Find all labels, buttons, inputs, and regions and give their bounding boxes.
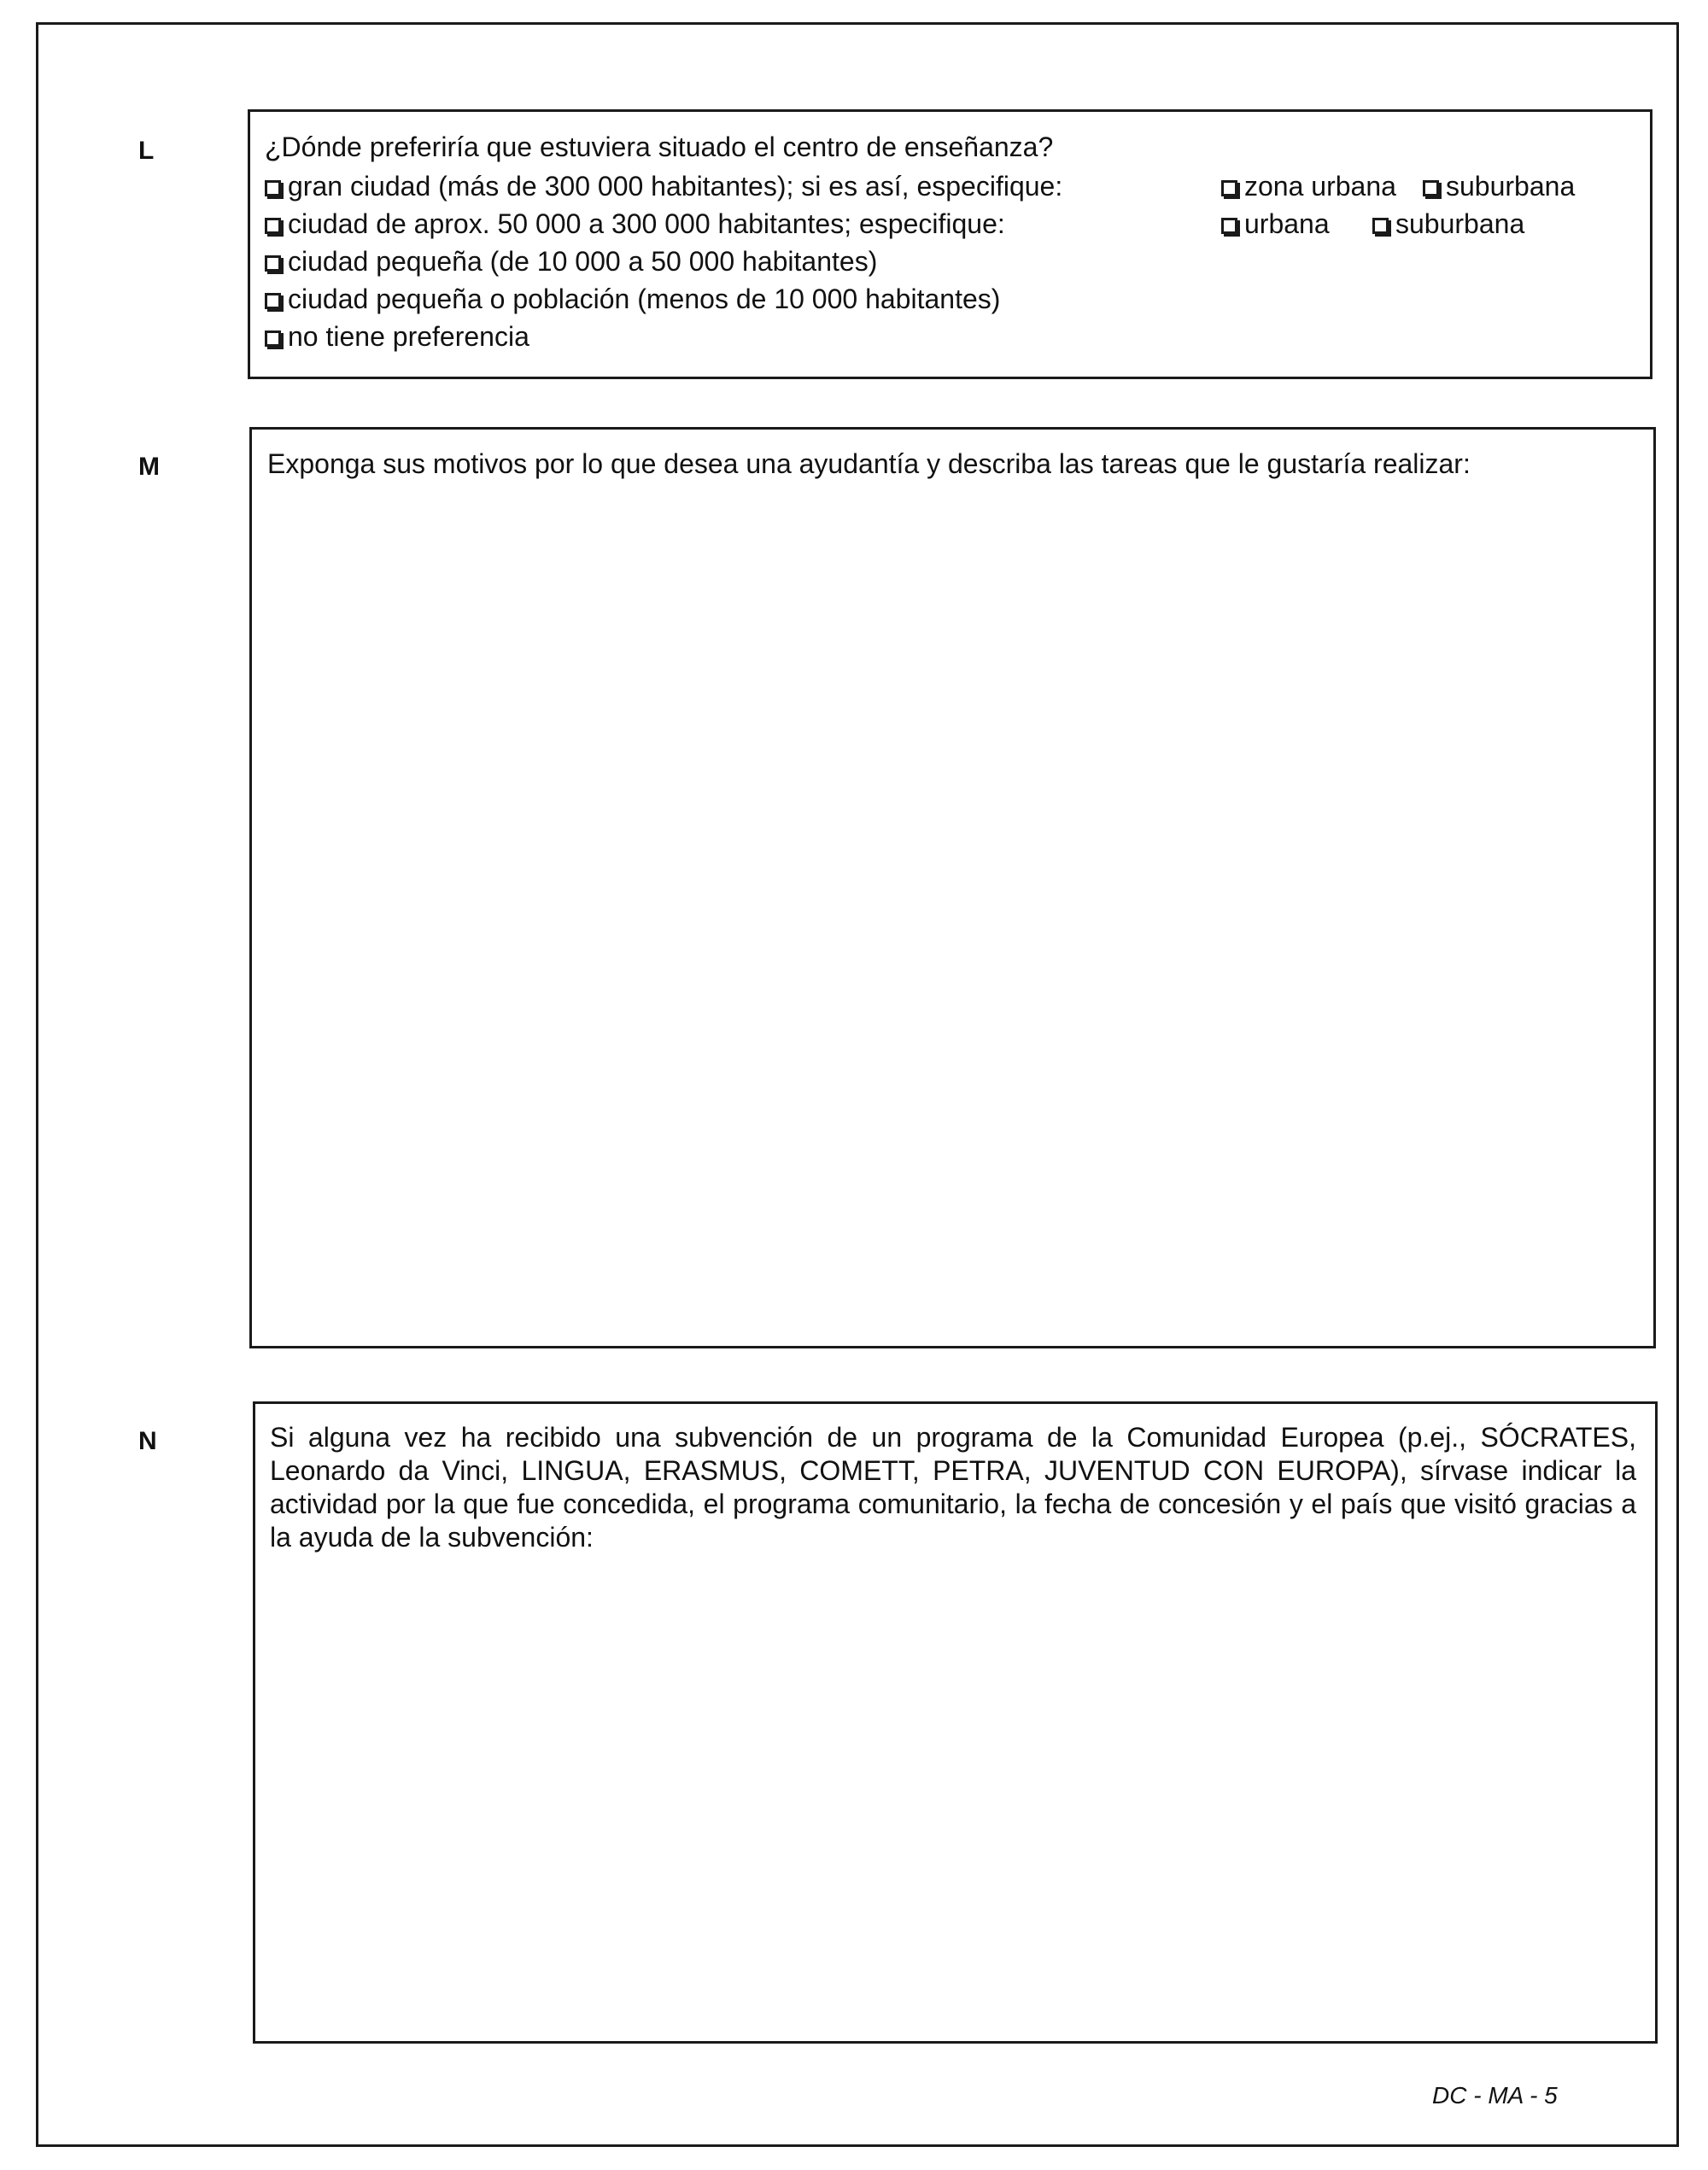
option-poblacion[interactable] <box>265 282 1000 316</box>
option-label: ciudad pequeña o población (menos de 10 000 habitantes) <box>288 284 1001 314</box>
checkbox-icon[interactable] <box>1221 180 1237 196</box>
option-ciudad-pequena[interactable] <box>265 244 877 278</box>
suboption-label: zona urbana <box>1244 171 1396 202</box>
form-code: DC - MA - 5 <box>1432 2082 1558 2109</box>
checkbox-icon[interactable] <box>265 255 281 272</box>
option-no-preferencia[interactable] <box>265 319 529 354</box>
section-letter-n: N <box>138 1427 157 1455</box>
option-ciudad-mediana[interactable] <box>265 207 1005 241</box>
section-letter-m: M <box>138 453 160 481</box>
section-n-prompt: Si alguna vez ha recibido una subvención de un programa de la Comunidad Europea (p.ej., SÓCRATES, Leonardo da Vinci, LINGUA, ERASMUS, COMETT, PETRA, JUVENTUD CON EUROPA), sírvase indicar la actividad por la que fue concedida, el programa comunitario, la fecha de concesión y el país que visitó gracias a la ayuda de la subvención: <box>270 1422 1636 1553</box>
option-label: ciudad de aprox. 50 000 a 300 000 habitantes; especifique: <box>288 208 1005 239</box>
checkbox-icon[interactable] <box>1372 218 1389 234</box>
suboption-urbana[interactable] <box>1221 207 1330 241</box>
suboption-suburbana-1[interactable] <box>1423 169 1575 203</box>
section-m-answer-box[interactable] <box>249 427 1656 1348</box>
option-label: gran ciudad (más de 300 000 habitantes); si es así, especifique: <box>288 171 1063 202</box>
option-label: no tiene preferencia <box>288 321 529 352</box>
section-letter-l: L <box>138 137 155 165</box>
section-n-answer[interactable] <box>270 1571 1636 2024</box>
suboption-label: suburbana <box>1446 171 1576 202</box>
suboption-suburbana-2[interactable] <box>1372 207 1524 241</box>
suboption-zona-urbana[interactable] <box>1221 169 1396 203</box>
checkbox-icon[interactable] <box>265 330 281 347</box>
section-l-question: ¿Dónde preferiría que estuviera situado el centro de enseñanza? <box>265 132 1054 162</box>
option-gran-ciudad[interactable] <box>265 169 1062 203</box>
option-label: ciudad pequeña (de 10 000 a 50 000 habitantes) <box>288 246 878 277</box>
suboption-label: urbana <box>1244 208 1330 239</box>
section-m-prompt: Exponga sus motivos por lo que desea una ayudantía y describa las tareas que le gustaría realizar: <box>267 448 1471 479</box>
checkbox-icon[interactable] <box>1423 180 1439 196</box>
checkbox-icon[interactable] <box>265 180 281 196</box>
checkbox-icon[interactable] <box>265 293 281 309</box>
section-m-answer[interactable] <box>267 498 1638 1331</box>
checkbox-icon[interactable] <box>265 218 281 234</box>
checkbox-icon[interactable] <box>1221 218 1237 234</box>
suboption-label: suburbana <box>1395 208 1525 239</box>
